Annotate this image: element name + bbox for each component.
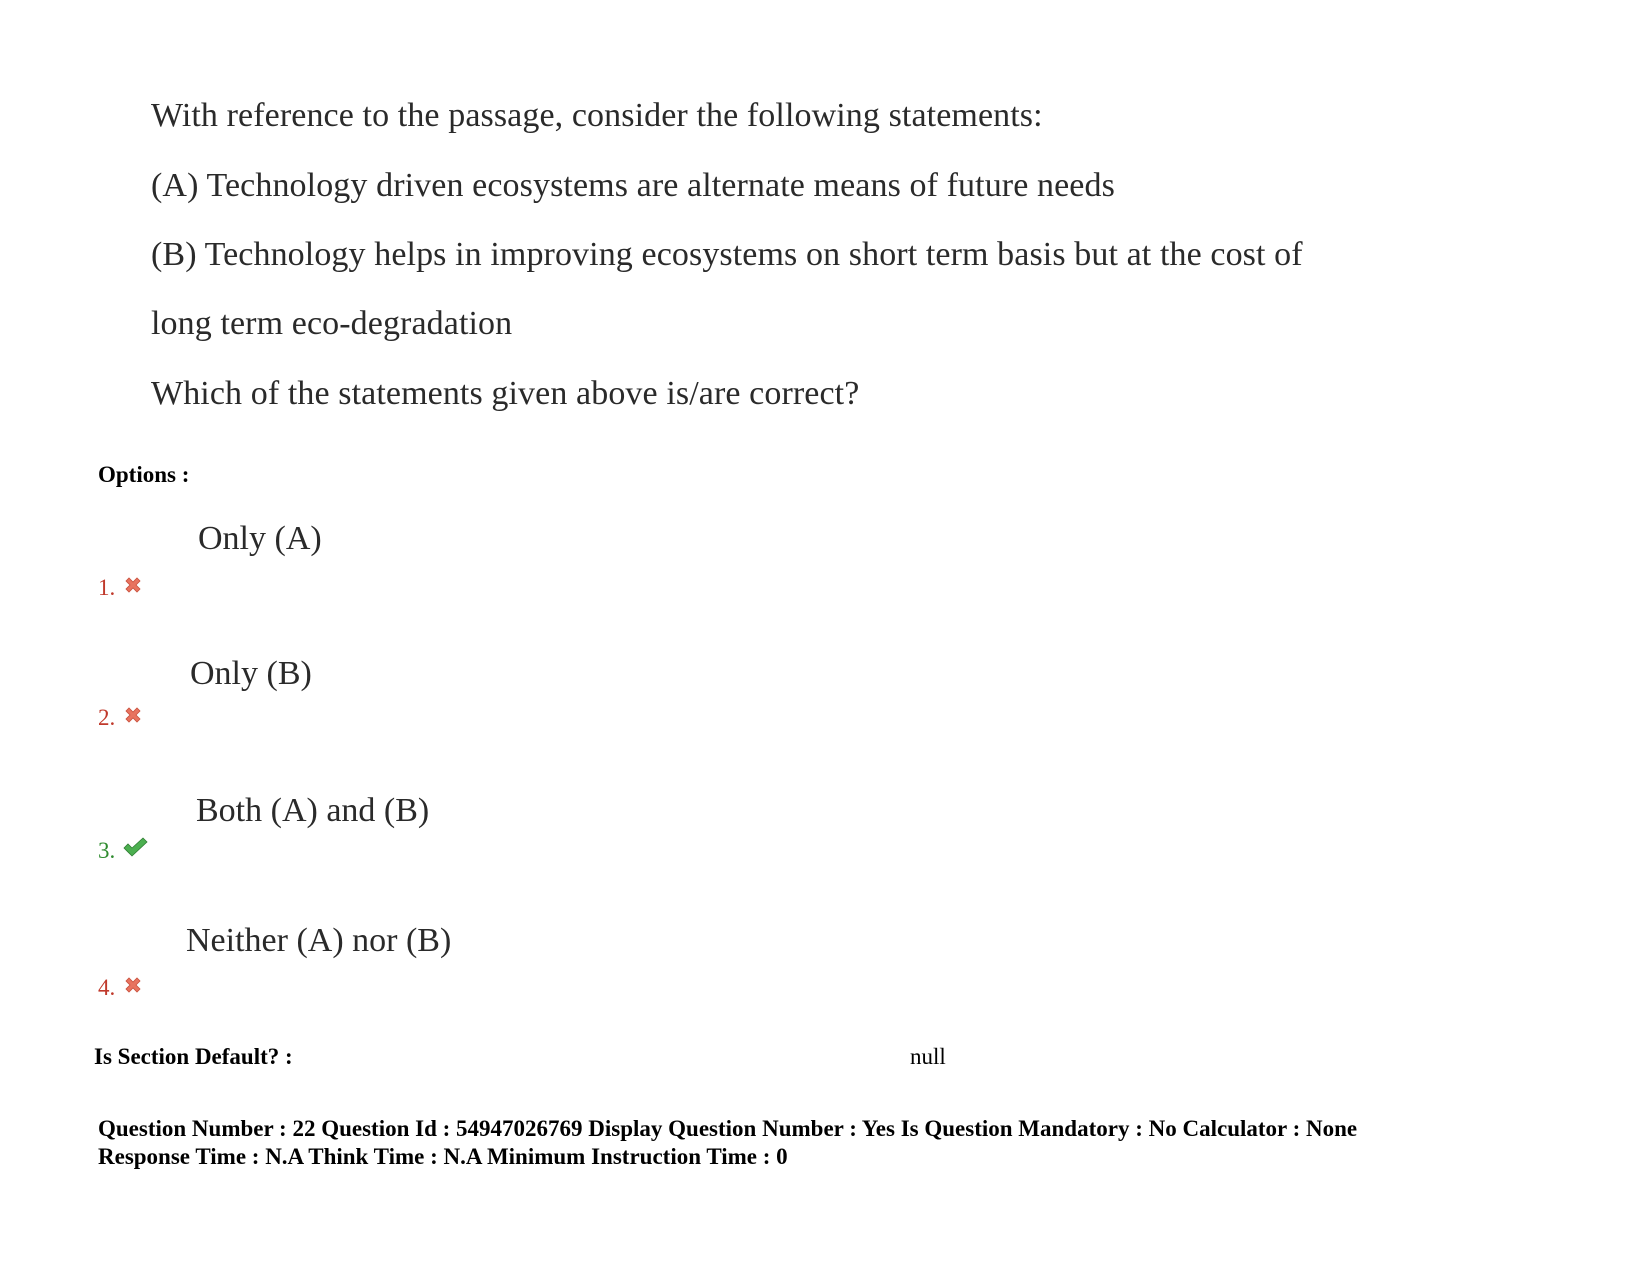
cross-icon xyxy=(122,974,144,996)
section-default-label: Is Section Default? : xyxy=(94,1044,293,1069)
section-default-value: null xyxy=(910,1044,946,1069)
option-4-number: 4. xyxy=(98,975,116,1000)
option-3-number: 3. xyxy=(98,838,116,863)
option-1-text[interactable]: Only (A) xyxy=(198,520,322,557)
question-statement-b: (B) Technology helps in improving ecosystems on short term basis but at the cost of xyxy=(151,236,1303,273)
question-metadata-line-2: Response Time : N.A Think Time : N.A Minimum Instruction Time : 0 xyxy=(98,1144,788,1169)
options-heading: Options : xyxy=(98,462,190,487)
option-2-text[interactable]: Only (B) xyxy=(190,655,312,692)
option-2-number: 2. xyxy=(98,705,116,730)
check-icon xyxy=(122,836,148,858)
cross-icon xyxy=(122,704,144,726)
question-statement-b-continued: long term eco-degradation xyxy=(151,305,513,342)
option-4-text[interactable]: Neither (A) nor (B) xyxy=(186,922,452,959)
question-prompt: Which of the statements given above is/are correct? xyxy=(151,375,860,412)
option-3-text[interactable]: Both (A) and (B) xyxy=(196,792,430,829)
cross-icon xyxy=(122,574,144,596)
question-line-1: With reference to the passage, consider the following statements: xyxy=(151,97,1043,134)
question-metadata-line-1: Question Number : 22 Question Id : 54947026769 Display Question Number : Yes Is Question Mandatory : No Calculator : None xyxy=(98,1116,1358,1141)
option-1-number: 1. xyxy=(98,575,116,600)
question-statement-a: (A) Technology driven ecosystems are alternate means of future needs xyxy=(151,167,1115,204)
